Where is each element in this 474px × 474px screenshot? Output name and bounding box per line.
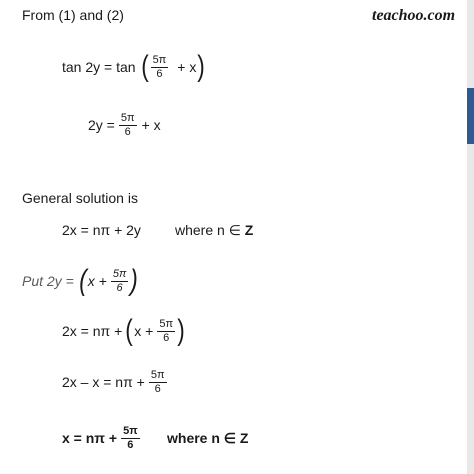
open-paren: (: [79, 264, 87, 297]
open-paren: (: [125, 314, 134, 347]
fraction-numerator: 5π: [152, 53, 167, 66]
fraction-denominator: 6: [127, 438, 134, 451]
equation-final-answer: [62, 423, 141, 453]
fraction-numerator: 5π: [159, 317, 174, 330]
where-clause: [175, 222, 253, 239]
scrollbar-track[interactable]: [467, 0, 474, 474]
fraction-5pi-6: [151, 54, 169, 81]
fraction-5pi-6: [111, 268, 129, 295]
eq-left: 2x – x = nπ +: [62, 374, 145, 390]
eq-left: tan 2y = tan: [62, 59, 136, 75]
where-text: where n ∈: [175, 222, 241, 238]
eq-left: x = nπ +: [62, 430, 118, 446]
fraction-5pi-6: [149, 369, 167, 396]
fraction-denominator: 6: [163, 331, 170, 344]
eq-left: 2x = nπ +: [62, 323, 123, 339]
fraction-numerator: 5π: [112, 267, 127, 280]
final-where-clause: where n ∈ Z: [167, 430, 249, 446]
open-paren: (: [140, 50, 149, 83]
equation-put-2y: [22, 266, 139, 296]
fraction-5pi-6: [119, 112, 137, 139]
eq-right: + x: [177, 59, 197, 75]
close-paren: ): [197, 50, 206, 83]
fraction-denominator: 6: [124, 125, 131, 138]
eq-right: + x: [141, 117, 161, 133]
equation-2x-general: [62, 222, 141, 238]
scrollbar-thumb[interactable]: [467, 88, 474, 144]
fraction-numerator: 5π: [120, 111, 135, 124]
fraction-5pi-6: [157, 318, 175, 345]
equation-2x-minus-x: [62, 367, 168, 397]
equation-tan-2y: [62, 52, 206, 82]
fraction-5pi-6: [121, 425, 140, 452]
close-paren: ): [130, 264, 139, 297]
close-paren: ): [177, 314, 185, 347]
equation-2y: [88, 110, 161, 140]
fraction-denominator: 6: [156, 67, 163, 80]
teachoo-logo: teachoo.com: [372, 7, 456, 24]
eq-left: 2y =: [88, 117, 115, 133]
eq-inner: x +: [134, 323, 154, 339]
eq-inner: x +: [87, 273, 107, 289]
set-z: Z: [244, 222, 254, 238]
fraction-denominator: 6: [116, 281, 123, 294]
eq-left: 2x = nπ + 2y: [62, 222, 141, 238]
fraction-numerator: 5π: [150, 368, 165, 381]
line-from-1-and-2: From (1) and (2): [22, 7, 124, 23]
fraction-numerator: 5π: [123, 424, 138, 437]
equation-2x-substituted: [62, 316, 186, 346]
eq-left: Put 2y =: [22, 273, 74, 289]
fraction-denominator: 6: [154, 382, 161, 395]
line-general-solution: General solution is: [22, 190, 138, 206]
